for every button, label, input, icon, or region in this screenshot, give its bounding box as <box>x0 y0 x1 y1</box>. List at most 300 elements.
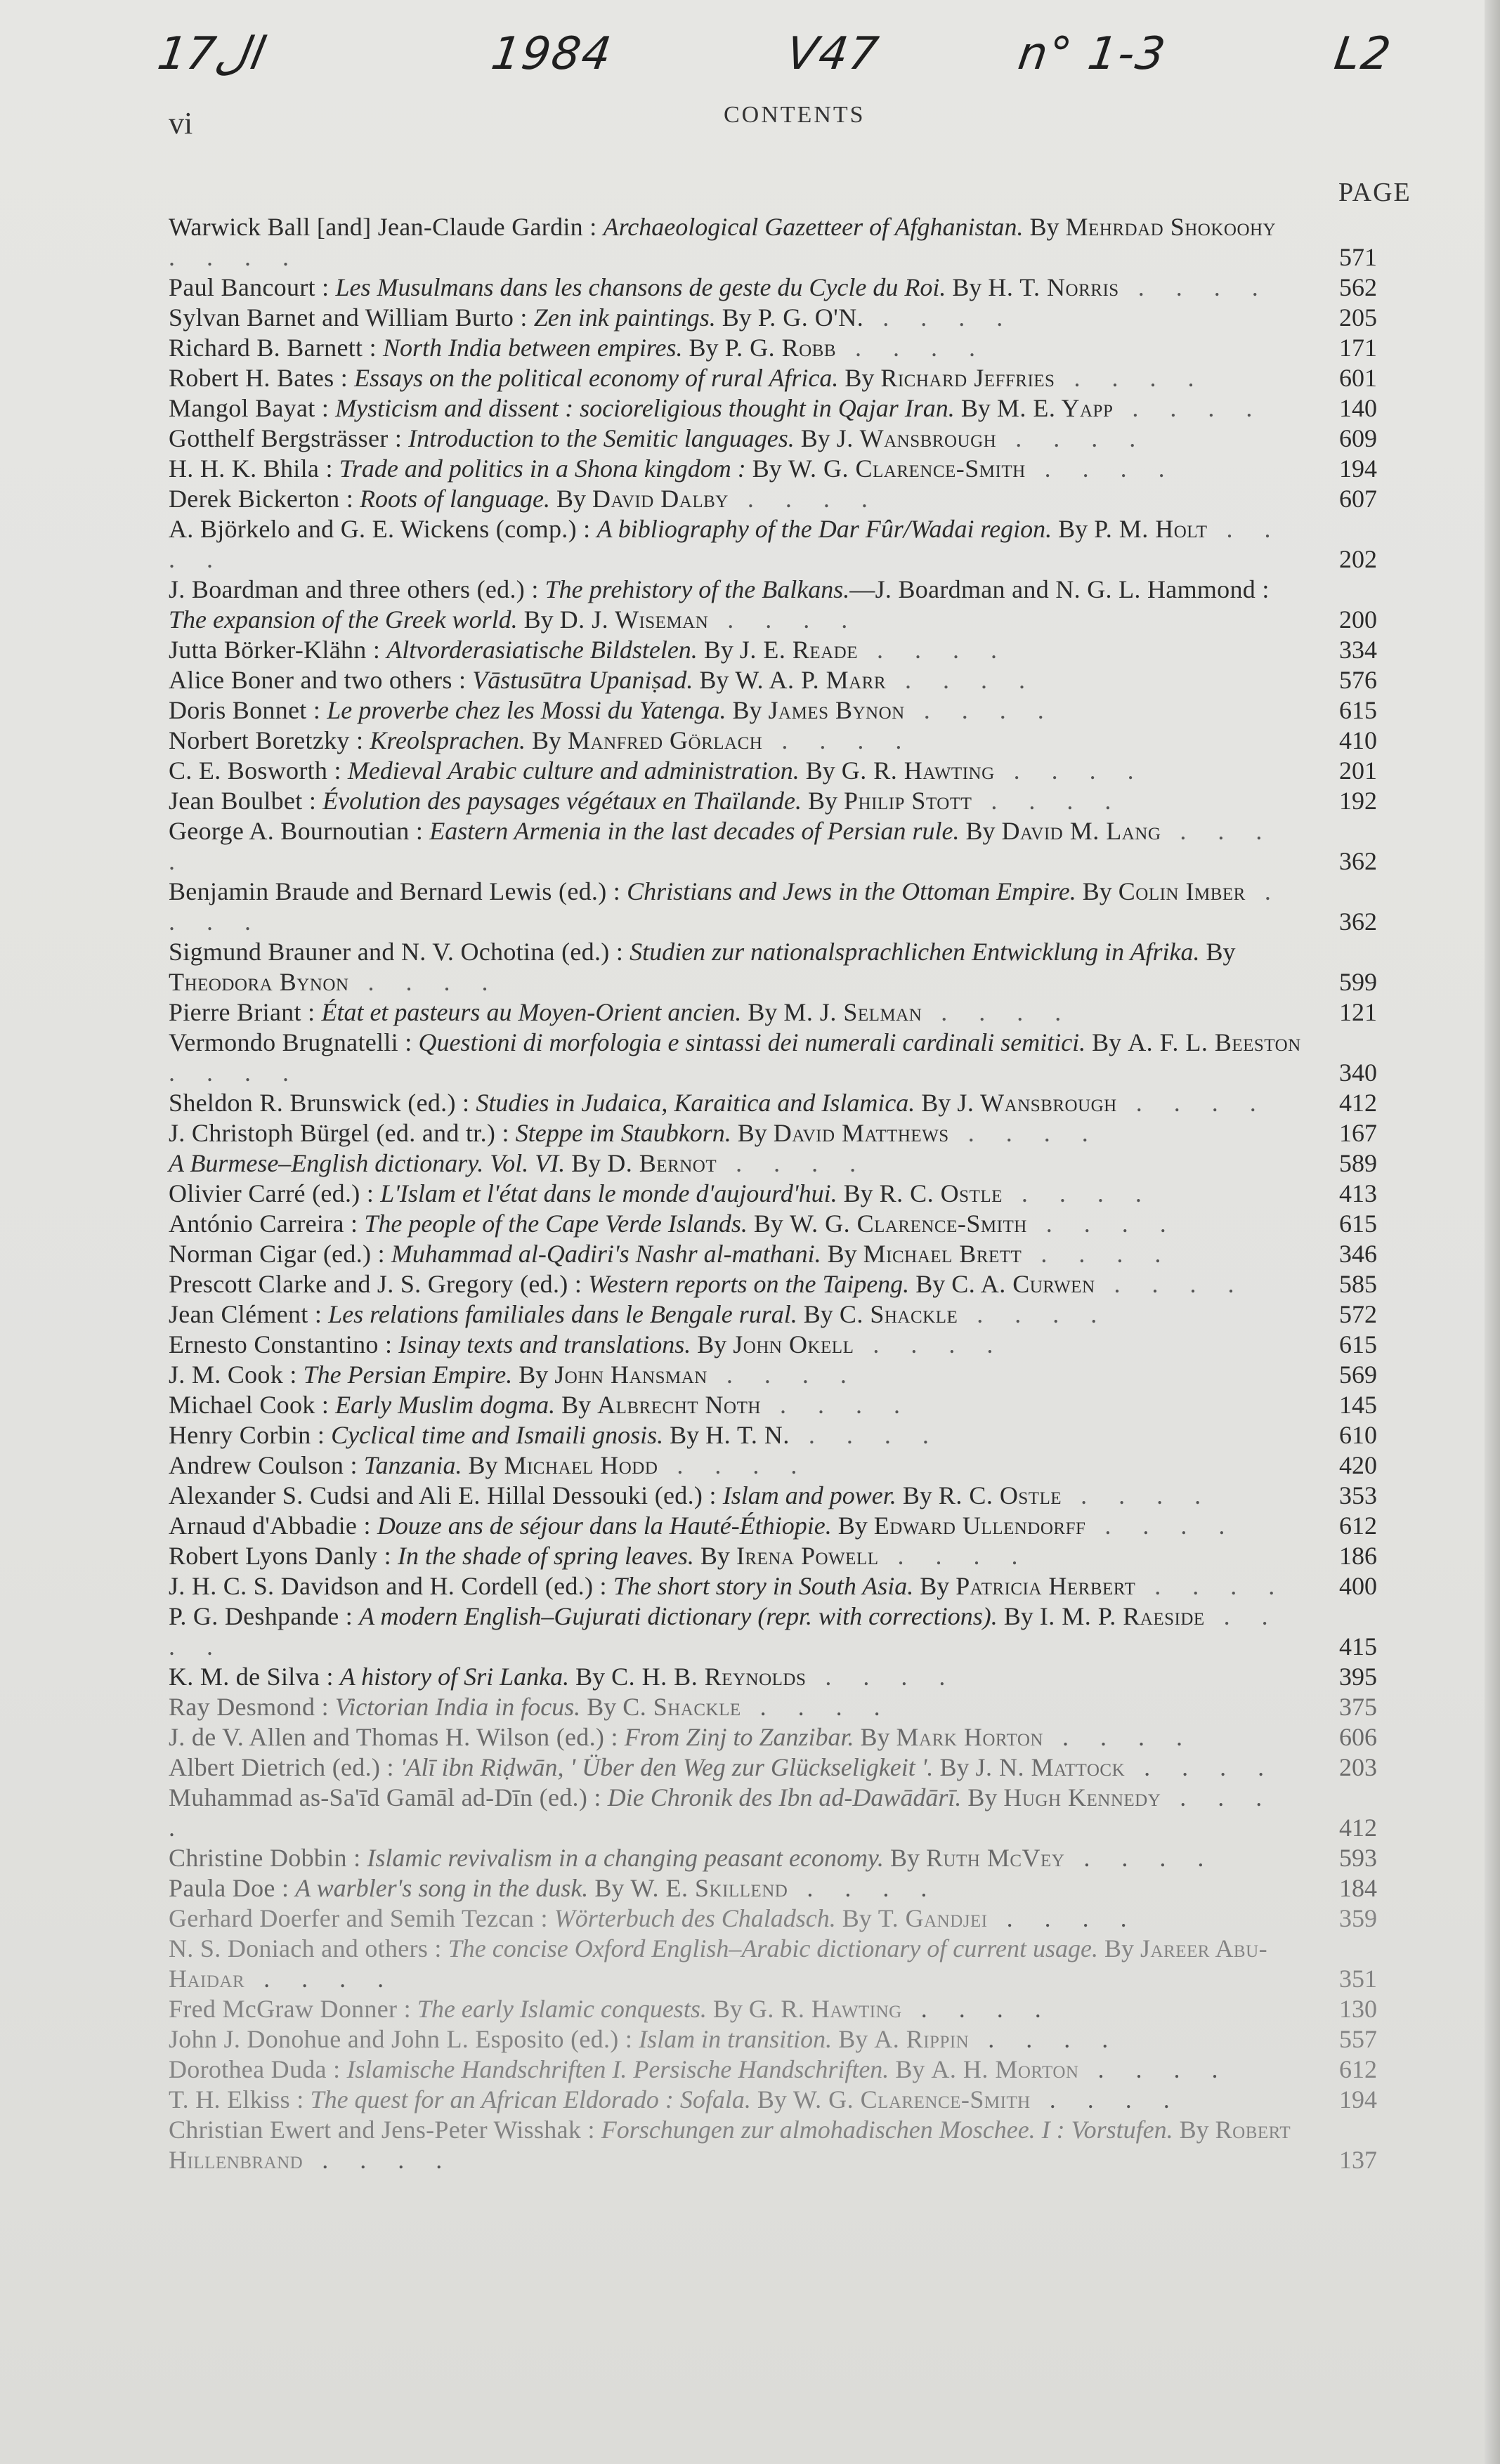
contents-entry <box>169 303 1377 333</box>
entry-reviewer: J. N. Mattock <box>975 1753 1126 1781</box>
entry-text <box>169 1179 1321 1209</box>
entry-reviewer: Mehrdad Shokoohy <box>1065 213 1277 241</box>
contents-entry <box>169 424 1377 454</box>
entry-text <box>169 756 1321 786</box>
entry-title: A history of Sri Lanka. <box>339 1663 570 1691</box>
entry-reviewer: Irena Powell <box>736 1542 879 1570</box>
entry-reviewer: David Matthews <box>773 1119 949 1147</box>
entry-text <box>169 635 1321 665</box>
entry-page-number: 167 <box>1339 1119 1377 1147</box>
contents-entry <box>169 1511 1377 1541</box>
entry-author: Fred McGraw Donner : <box>169 1995 411 2023</box>
leader-dots: . . . . <box>958 1300 1110 1328</box>
entry-reviewer: James Bynon <box>768 696 905 724</box>
entry-page-number: 606 <box>1339 1723 1377 1751</box>
entry-text <box>169 1571 1321 1601</box>
entry-by: By <box>805 756 835 785</box>
entry-author: John J. Donohue and John L. Esposito (ed.) : <box>169 2025 633 2053</box>
entry-by: By <box>895 2055 925 2083</box>
entry-page-number: 351 <box>1339 1965 1377 1993</box>
entry-page-number: 420 <box>1339 1451 1377 1479</box>
leader-dots: . . . . <box>708 605 861 634</box>
contents-entry <box>169 1028 1377 1088</box>
entry-by: By <box>1003 1602 1033 1630</box>
entry-by: By <box>838 2025 868 2053</box>
entry-by: By <box>737 1119 767 1147</box>
entry-text <box>169 937 1321 997</box>
entry-author: Sheldon R. Brunswick (ed.) : <box>169 1089 470 1117</box>
entry-author: T. H. Elkiss : <box>169 2085 304 2114</box>
leader-dots: . . . . <box>836 334 989 362</box>
entry-author: A. Björkelo and G. E. Wickens (comp.) : <box>169 515 591 543</box>
entry-author: J. Christoph Bürgel (ed. and tr.) : <box>169 1119 509 1147</box>
leader-dots: . . . . <box>948 1119 1101 1147</box>
contents-entry <box>169 1420 1377 1450</box>
entry-author: Christine Dobbin : <box>169 1844 361 1872</box>
entry-title: A modern English–Gujurati dictionary (repr. with corrections). <box>359 1602 998 1630</box>
leader-dots: . . . . <box>972 787 1124 815</box>
entry-text <box>169 726 1321 756</box>
entry-title: Les Musulmans dans les chansons de geste du Cycle du Roi. <box>335 273 946 301</box>
contents-entry <box>169 1843 1377 1873</box>
contents-entry <box>169 1722 1377 1752</box>
entry-text <box>169 665 1321 695</box>
entry-by: By <box>753 1210 783 1238</box>
entry-page-number: 607 <box>1339 485 1377 513</box>
contents-entry <box>169 514 1377 575</box>
entry-text <box>169 1662 1321 1692</box>
contents-entry <box>169 1390 1377 1420</box>
entry-page-number: 415 <box>1339 1632 1377 1660</box>
entry-title: État et pasteurs au Moyen-Orient ancien. <box>321 998 742 1026</box>
entry-by: By <box>699 666 729 694</box>
leader-dots: . . . . <box>658 1451 810 1479</box>
entry-reviewer: Theodora Bynon <box>169 968 349 996</box>
entry-title: In the shade of spring leaves. <box>397 1542 694 1570</box>
entry-reviewer: A. Rippin <box>874 2025 970 2053</box>
entry-title: Eastern Armenia in the last decades of Persian rule. <box>429 817 960 845</box>
entry-text <box>169 1903 1321 1934</box>
entry-title: The concise Oxford English–Arabic dictionary of current usage. <box>448 1934 1098 1962</box>
contents-entry <box>169 1360 1377 1390</box>
entry-by: By <box>920 1572 950 1600</box>
entry-title: Studien zur nationalsprachlichen Entwicklung in Afrika. <box>630 938 1200 966</box>
entry-by: By <box>757 2085 787 2114</box>
entry-by: By <box>571 1149 601 1177</box>
entry-reviewer: W. G. Clarence-Smith <box>788 454 1026 483</box>
entry-by: By <box>808 787 838 815</box>
entry-text <box>169 2024 1321 2055</box>
entry-by: By <box>561 1391 592 1419</box>
leader-dots: . . . . <box>1030 2085 1182 2114</box>
contents-entry <box>169 2055 1377 2085</box>
contents-entry <box>169 665 1377 695</box>
entry-page-number: 362 <box>1339 907 1377 936</box>
entry-author: Alexander S. Cudsi and Ali E. Hillal Dessouki (ed.) : <box>169 1481 717 1509</box>
entry-title: Cyclical time and Ismaili gnosis. <box>331 1421 664 1449</box>
entry-author: P. G. Deshpande : <box>169 1602 353 1630</box>
entry-author: K. M. de Silva : <box>169 1663 334 1691</box>
entry-title: North India between empires. <box>382 334 683 362</box>
contents-entry <box>169 1239 1377 1269</box>
leader-dots: . . . . <box>1055 364 1207 392</box>
leader-dots: . . . . <box>922 998 1074 1026</box>
entry-reviewer: P. G. O'N. <box>757 303 864 332</box>
entry-page-number: 610 <box>1339 1421 1377 1449</box>
entry-title: The early Islamic conquests. <box>417 1995 707 2023</box>
entry-reviewer: H. T. Norris <box>988 273 1119 301</box>
leader-dots: . . . . <box>1125 1753 1277 1781</box>
entry-reviewer: David M. Lang <box>1001 817 1161 845</box>
entry-page-number: 599 <box>1339 968 1377 996</box>
entry-author: N. S. Doniach and others : <box>169 1934 442 1962</box>
entry-text <box>169 1752 1321 1783</box>
entry-title: The short story in South Asia. <box>613 1572 914 1600</box>
entry-text <box>169 1088 1321 1118</box>
entry-title: Roots of language. <box>360 485 550 513</box>
contents-entry <box>169 1692 1377 1722</box>
contents-entry <box>169 363 1377 393</box>
entry-title: Archaeological Gazetteer of Afghanistan. <box>603 213 1024 241</box>
entry-reviewer: H. T. N. <box>705 1421 790 1449</box>
leader-dots: . . . . <box>788 1874 940 1902</box>
entry-page-number: 609 <box>1339 424 1377 452</box>
entry-reviewer: Edward Ullendorff <box>873 1512 1086 1540</box>
entry-title: Questioni di morfologia e sintassi dei numerali cardinali semitici. <box>418 1028 1086 1056</box>
entry-reviewer: R. C. Ostle <box>938 1481 1062 1509</box>
entry-text <box>169 393 1321 424</box>
entry-author: Gerhard Doerfer and Semih Tezcan : <box>169 1904 548 1932</box>
contents-entry <box>169 575 1377 635</box>
entry-by: By <box>952 273 982 301</box>
entry-page-number: 593 <box>1339 1844 1377 1872</box>
entry-title: Altvorderasiatische Bildstelen. <box>386 636 698 664</box>
entry-author: Paula Doe : <box>169 1874 289 1902</box>
handwritten-mark: L2 <box>1331 28 1395 80</box>
leader-dots: . . . . <box>244 1965 397 1993</box>
entry-author: Paul Bancourt : <box>169 273 330 301</box>
entry-text <box>169 1420 1321 1450</box>
entry-text <box>169 1481 1321 1511</box>
entry-text <box>169 1541 1321 1571</box>
entry-title: Studies in Judaica, Karaitica and Islamica. <box>476 1089 915 1117</box>
entry-by: By <box>748 998 778 1026</box>
entry-page-number: 145 <box>1339 1391 1377 1419</box>
entry-by: By <box>800 424 830 452</box>
entry-page-number: 601 <box>1339 364 1377 392</box>
entry-author: Ernesto Constantino : <box>169 1330 393 1358</box>
entry-by: By <box>1082 877 1112 905</box>
entry-by: By <box>965 817 996 845</box>
entry-reviewer: R. C. Ostle <box>879 1179 1003 1207</box>
leader-dots: . . . . <box>303 2146 455 2174</box>
leader-dots: . . . . <box>169 817 1275 875</box>
contents-entry <box>169 2085 1377 2115</box>
entry-reviewer: C. Shackle <box>622 1693 741 1721</box>
entry-text <box>169 1783 1321 1843</box>
entry-page-number: 194 <box>1339 2085 1377 2114</box>
entry-reviewer: Mark Horton <box>896 1723 1043 1751</box>
entry-title: Trade and politics in a Shona kingdom : <box>339 454 746 483</box>
contents-entry <box>169 1541 1377 1571</box>
entry-title: The prehistory of the Balkans. <box>544 575 850 603</box>
handwritten-year: 1984 <box>488 28 616 80</box>
entry-by: By <box>468 1451 498 1479</box>
entry-text <box>169 1934 1321 1994</box>
entry-title: Steppe im Staubkorn. <box>515 1119 731 1147</box>
entry-title: Évolution des paysages végétaux en Thaïlande. <box>322 787 802 815</box>
entry-author: Albert Dietrich (ed.) : <box>169 1753 394 1781</box>
entry-page-number: 615 <box>1339 696 1377 724</box>
entry-page-number: 186 <box>1339 1542 1377 1570</box>
entry-author: J. de V. Allen and Thomas H. Wilson (ed.) : <box>169 1723 618 1751</box>
entry-text <box>169 424 1321 454</box>
entry-reviewer: J. Wansbrough <box>957 1089 1117 1117</box>
entry-text <box>169 997 1321 1028</box>
contents-entry <box>169 1450 1377 1481</box>
entry-title: Les relations familiales dans le Bengale rural. <box>328 1300 797 1328</box>
contents-entry <box>169 1752 1377 1783</box>
entry-author: António Carreira : <box>169 1210 358 1238</box>
contents-entry <box>169 937 1377 997</box>
entry-by: By <box>594 1874 625 1902</box>
entry-title: Le proverbe chez les Mossi du Yatenga. <box>327 696 726 724</box>
leader-dots: . . . . <box>169 877 1284 936</box>
contents-entry <box>169 1601 1377 1662</box>
entry-author: Michael Cook : <box>169 1391 330 1419</box>
leader-dots: . . . . <box>1025 454 1178 483</box>
contents-entry <box>169 1571 1377 1601</box>
contents-entry <box>169 695 1377 726</box>
entry-title: Islam and power. <box>722 1481 896 1509</box>
contents-entry <box>169 1088 1377 1118</box>
entry-reviewer: David Dalby <box>592 485 729 513</box>
entry-page-number: 334 <box>1339 636 1377 664</box>
entry-page-number: 200 <box>1339 605 1377 634</box>
leader-dots: . . . . <box>854 1330 1006 1358</box>
entry-page-number: 410 <box>1339 726 1377 754</box>
entry-by: By <box>1029 213 1059 241</box>
entry-reviewer: J. Wansbrough <box>836 424 997 452</box>
entry-text <box>169 514 1321 575</box>
entry-page-number: 359 <box>1339 1904 1377 1932</box>
contents-entry <box>169 726 1377 756</box>
entry-reviewer: Ruth McVey <box>925 1844 1065 1872</box>
leader-dots: . . . . <box>863 303 1016 332</box>
entry-author: Andrew Coulson : <box>169 1451 358 1479</box>
entry-reviewer: G. R. Hawting <box>748 1995 902 2023</box>
entry-reviewer: Michael Brett <box>863 1240 1022 1268</box>
entry-page-number: 412 <box>1339 1814 1377 1842</box>
entry-by: By <box>752 454 782 483</box>
entry-author: Jean Boulbet : <box>169 787 317 815</box>
leader-dots: . . . . <box>717 1149 869 1177</box>
entry-page-number: 202 <box>1339 545 1377 573</box>
leader-dots: . . . . <box>707 1361 859 1389</box>
entry-text <box>169 1209 1321 1239</box>
entry-reviewer: D. J. Wiseman <box>559 605 709 634</box>
entry-page-number: 205 <box>1339 303 1377 332</box>
entry-title: Muhammad al-Qadiri's Nashr al-mathani. <box>391 1240 821 1268</box>
entry-title: A warbler's song in the dusk. <box>295 1874 589 1902</box>
entry-title: Islam in transition. <box>639 2025 833 2053</box>
leader-dots: . . . . <box>1022 1240 1174 1268</box>
contents-entry <box>169 1662 1377 1692</box>
entry-text <box>169 303 1321 333</box>
entry-title: Victorian India in focus. <box>334 1693 581 1721</box>
entry-author: Muhammad as-Sa'īd Gamāl ad-Dīn (ed.) : <box>169 1783 601 1811</box>
handwritten-volume: V47 <box>783 28 883 80</box>
entry-page-number: 346 <box>1339 1240 1377 1268</box>
entry-text <box>169 1269 1321 1299</box>
contents-entry <box>169 1209 1377 1239</box>
entry-reviewer: A. H. Morton <box>931 2055 1079 2083</box>
entry-text <box>169 1239 1321 1269</box>
entry-text <box>169 695 1321 726</box>
entry-text <box>169 333 1321 363</box>
entry-text <box>169 1028 1321 1088</box>
entry-text <box>169 1843 1321 1873</box>
entry-author: Mangol Bayat : <box>169 394 330 422</box>
entry-page-number: 137 <box>1339 2146 1377 2174</box>
entry-author: Robert Lyons Danly : <box>169 1542 391 1570</box>
leader-dots: . . . . <box>789 1421 941 1449</box>
entry-title: 'Alī ibn Riḍwān, ' Über den Weg zur Glückseligkeit '. <box>400 1753 934 1781</box>
leader-dots: . . . . <box>169 1059 301 1087</box>
entry-by: By <box>902 1481 932 1509</box>
contents-entry <box>169 756 1377 786</box>
leader-dots: . . . . <box>1026 1210 1179 1238</box>
entry-author: J. M. Cook : <box>169 1361 297 1389</box>
contents-entry <box>169 2024 1377 2055</box>
entry-by: By <box>827 1240 857 1268</box>
entry-title: The quest for an African Eldorado : Sofala. <box>310 2085 751 2114</box>
leader-dots: . . . . <box>901 1995 1054 2023</box>
leader-dots: . . . . <box>1085 1512 1238 1540</box>
entry-author: Derek Bickerton : <box>169 485 354 513</box>
entry-author: Norman Cigar (ed.) : <box>169 1240 385 1268</box>
entry-author: Arnaud d'Abbadie : <box>169 1512 371 1540</box>
contents-entry <box>169 454 1377 484</box>
entry-text <box>169 1360 1321 1390</box>
entry-by: By <box>712 1995 743 2023</box>
entry-text <box>169 212 1321 273</box>
entry-page-number: 557 <box>1339 2025 1377 2053</box>
entry-author: Olivier Carré (ed.) : <box>169 1179 374 1207</box>
leader-dots: . . . . <box>169 243 301 271</box>
entry-by: By <box>703 636 733 664</box>
entry-page-number: 413 <box>1339 1179 1377 1207</box>
leader-dots: . . . . <box>878 1542 1031 1570</box>
entry-author: Vermondo Brugnatelli : <box>169 1028 412 1056</box>
entry-text <box>169 1390 1321 1420</box>
entry-text <box>169 1601 1321 1662</box>
contents-entry <box>169 1994 1377 2024</box>
entry-reviewer: Colin Imber <box>1118 877 1246 905</box>
entry-title: L'Islam et l'état dans le monde d'aujourd'hui. <box>380 1179 837 1207</box>
entry-by: By <box>700 1542 730 1570</box>
entry-title: The Persian Empire. <box>303 1361 513 1389</box>
contents-entry <box>169 1330 1377 1360</box>
entry-by: By <box>889 1844 920 1872</box>
entry-page-number: 121 <box>1339 998 1377 1026</box>
entry-page-number: 569 <box>1339 1361 1377 1389</box>
entry-text <box>169 273 1321 303</box>
entry-page-number: 375 <box>1339 1693 1377 1721</box>
page-column-label: PAGE <box>1338 178 1411 207</box>
contents-entry <box>169 997 1377 1028</box>
entry-title: Islamische Handschriften I. Persische Handschriften. <box>346 2055 889 2083</box>
entry-title: Essays on the political economy of rural Africa. <box>354 364 839 392</box>
entry-author: Doris Bonnet : <box>169 696 321 724</box>
entry-page-number: 562 <box>1339 273 1377 301</box>
entry-reviewer: W. A. P. Marr <box>735 666 886 694</box>
entry-author: Prescott Clarke and J. S. Gregory (ed.) : <box>169 1270 582 1298</box>
leader-dots: . . . . <box>904 696 1057 724</box>
contents-entry <box>169 877 1377 937</box>
entry-by: By <box>837 1512 868 1540</box>
leader-dots: . . . . <box>762 726 915 754</box>
entry-reviewer: Richard Jeffries <box>880 364 1055 392</box>
entry-author: Jean Clément : <box>169 1300 322 1328</box>
contents-entry <box>169 393 1377 424</box>
entry-reviewer: Patricia Herbert <box>956 1572 1136 1600</box>
page-spine-shadow <box>1485 0 1500 2464</box>
entry-by: By <box>697 1330 727 1358</box>
entry-page-number: 585 <box>1339 1270 1377 1298</box>
contents-entry <box>169 2115 1377 2175</box>
entry-title: A Burmese–English dictionary. Vol. VI. <box>169 1149 566 1177</box>
entry-page-number: 612 <box>1339 2055 1377 2083</box>
entry-reviewer: C. Shackle <box>839 1300 958 1328</box>
contents-entry <box>169 1269 1377 1299</box>
entry-text <box>169 1148 1321 1179</box>
entry-reviewer: Jareer Abu-Haidar <box>169 1934 1268 1993</box>
entry-reviewer: D. Bernot <box>607 1149 717 1177</box>
entry-page-number: 615 <box>1339 1210 1377 1238</box>
entry-reviewer: W. G. Clarence-Smith <box>789 1210 1027 1238</box>
contents-entry <box>169 273 1377 303</box>
entry-by: By <box>1058 515 1088 543</box>
page-number-roman: vi <box>169 106 193 140</box>
entry-page-number: 589 <box>1339 1149 1377 1177</box>
entry-page-number: 201 <box>1339 756 1377 785</box>
entry-by: By <box>967 1783 998 1811</box>
entry-page-number: 130 <box>1339 1995 1377 2023</box>
entry-reviewer: John Okell <box>733 1330 854 1358</box>
entry-text <box>169 1330 1321 1360</box>
leader-dots: . . . . <box>1135 1572 1288 1600</box>
entry-page-number: 615 <box>1339 1330 1377 1358</box>
entry-reviewer: Hugh Kennedy <box>1003 1783 1161 1811</box>
entry-author: Warwick Ball [and] Jean-Claude Gardin : <box>169 213 597 241</box>
entry-by: By <box>843 1179 873 1207</box>
leader-dots: . . . . <box>169 1602 1281 1660</box>
leader-dots: . . . . <box>969 2025 1121 2053</box>
entry-by: By <box>689 334 719 362</box>
entry-author: Norbert Boretzky : <box>169 726 364 754</box>
leader-dots: . . . . <box>1002 1179 1154 1207</box>
entry-page-number: 192 <box>1339 787 1377 815</box>
entry-author: Ray Desmond : <box>169 1693 329 1721</box>
leader-dots: . . . . <box>994 756 1147 785</box>
entry-page-number: 171 <box>1339 334 1377 362</box>
entry-title: Islamic revivalism in a changing peasant economy. <box>367 1844 884 1872</box>
handwritten-shelf-mark: 17ال <box>154 28 264 80</box>
entry-reviewer: M. J. Selman <box>783 998 922 1026</box>
entry-page-number: 140 <box>1339 394 1377 422</box>
entry-by: By <box>842 1904 872 1932</box>
